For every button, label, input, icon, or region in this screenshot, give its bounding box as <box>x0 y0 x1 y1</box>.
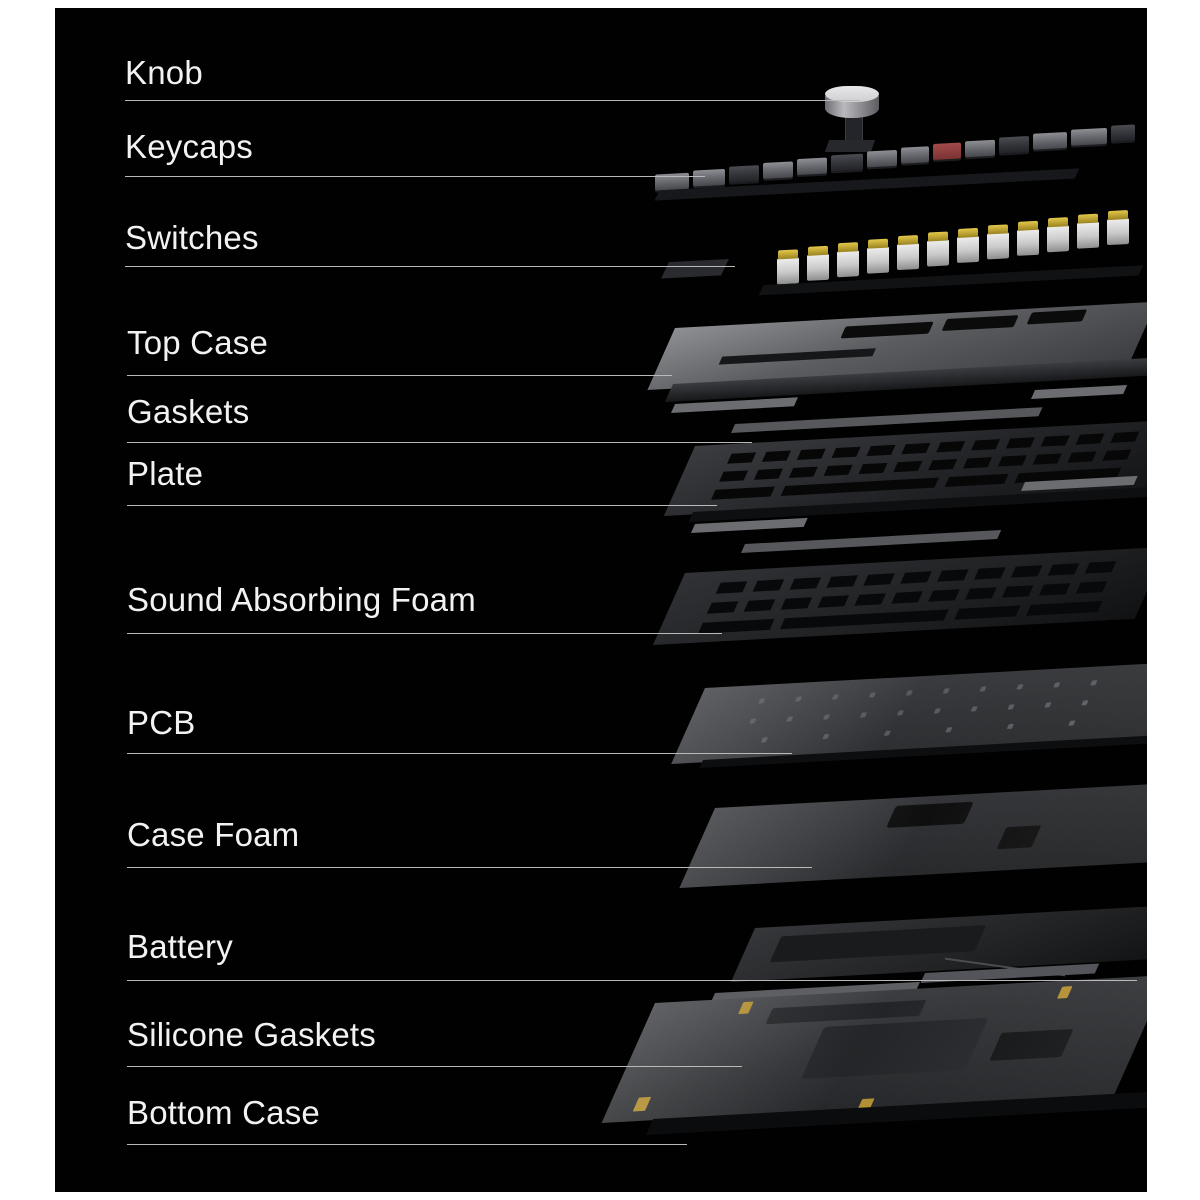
switch <box>1107 218 1129 245</box>
label-case-foam: Case Foam <box>127 816 300 853</box>
keycap <box>763 161 793 179</box>
leader-line-silicone-gaskets <box>127 1066 742 1067</box>
switch <box>807 254 829 281</box>
keycap <box>901 146 929 163</box>
keycap <box>999 136 1029 154</box>
switch <box>837 250 859 277</box>
leader-line-battery <box>127 980 1137 981</box>
keycap <box>1071 128 1107 146</box>
keycap <box>965 140 995 158</box>
label-plate: Plate <box>127 455 204 492</box>
label-pcb: PCB <box>127 704 196 741</box>
leader-line-keycaps <box>125 176 705 177</box>
keycap <box>797 158 827 176</box>
label-silicone-gaskets: Silicone Gaskets <box>127 1016 376 1053</box>
diagram-canvas <box>55 8 1147 1192</box>
sound-foam-body <box>653 547 1147 645</box>
keycap <box>729 165 759 183</box>
label-knob: Knob <box>125 54 203 91</box>
switch <box>1017 229 1039 256</box>
case-foam-body <box>679 782 1147 888</box>
label-battery: Battery <box>127 928 233 965</box>
switch <box>1047 225 1069 252</box>
switch <box>1077 222 1099 249</box>
switch <box>867 247 889 274</box>
gasket-strip <box>1031 385 1127 399</box>
switch <box>987 232 1009 259</box>
keycap <box>867 150 897 168</box>
label-sound-absorbing-foam: Sound Absorbing Foam <box>127 581 476 618</box>
keycap <box>1033 132 1067 150</box>
layer-keycaps <box>655 123 1135 208</box>
label-switches: Switches <box>125 219 259 256</box>
switch <box>927 239 949 266</box>
leader-line-gaskets <box>127 442 752 443</box>
leader-line-plate <box>127 505 717 506</box>
keycap <box>693 169 725 187</box>
keycap-accent <box>933 143 961 160</box>
label-bottom-case: Bottom Case <box>127 1094 320 1131</box>
leader-line-sound-absorbing-foam <box>127 633 722 634</box>
switch <box>897 243 919 270</box>
keycap <box>831 154 863 172</box>
leader-line-knob <box>125 100 860 101</box>
switch <box>957 236 979 263</box>
gasket-strip <box>741 530 1001 553</box>
leader-line-case-foam <box>127 867 812 868</box>
label-gaskets: Gaskets <box>127 393 250 430</box>
leader-line-switches <box>125 266 735 267</box>
switch <box>777 257 799 284</box>
label-keycaps: Keycaps <box>125 128 253 165</box>
layer-switches <box>665 214 1135 309</box>
leader-line-top-case <box>127 375 672 376</box>
keycap <box>1111 124 1135 141</box>
leader-line-bottom-case <box>127 1144 687 1145</box>
label-top-case: Top Case <box>127 324 269 361</box>
switch-shroud <box>661 259 729 279</box>
leader-line-pcb <box>127 753 792 754</box>
